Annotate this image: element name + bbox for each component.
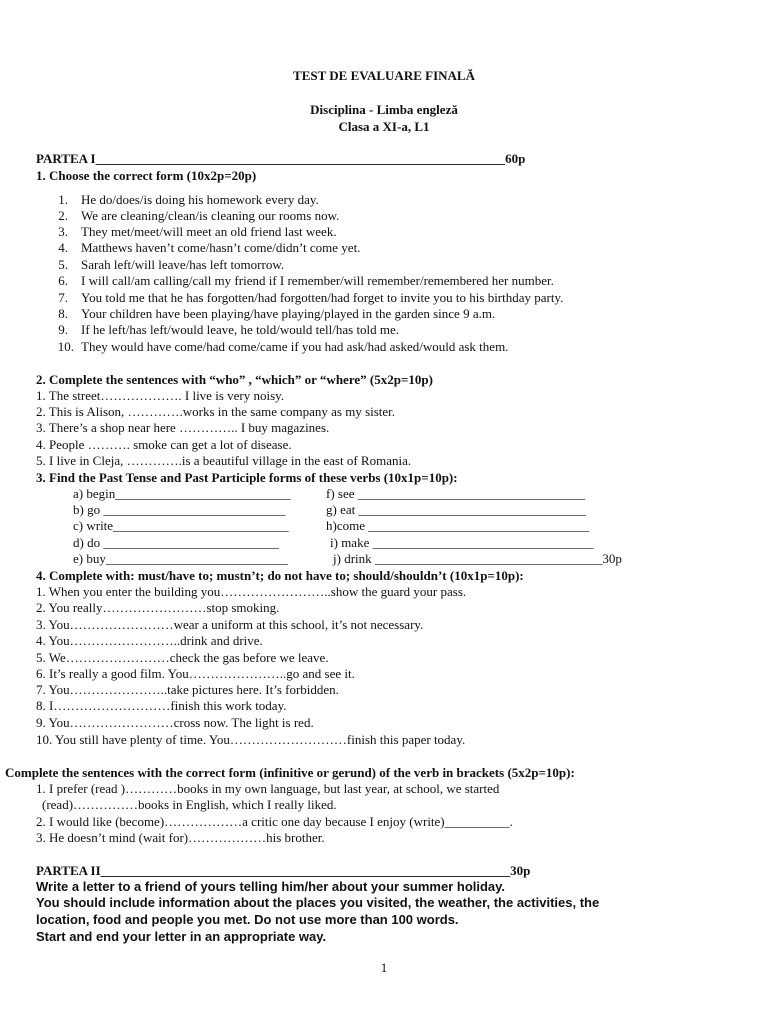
ex3-verb-right: g) eat ___________________________________ [326, 502, 586, 517]
ex4-item: 2. You really……………………stop smoking. [36, 600, 280, 615]
part1-heading: PARTEA I_______________________________________________________________60p [36, 151, 526, 166]
ex1-item-text: He do/does/is doing his homework every day. [81, 192, 319, 207]
ex4-item: 3. You……………………wear a uniform at this school, it’s not necessary. [36, 617, 424, 632]
ex1-item-text: You told me that he has forgotten/had forgotten/had forget to invite you to his birthday party. [81, 290, 564, 305]
ex4-item: 4. You……………………..drink and drive. [36, 633, 263, 648]
ex1-item-text: We are cleaning/clean/is cleaning our rooms now. [81, 208, 340, 223]
ex1-item-number: 8. [58, 306, 68, 321]
ex3-verb-left: e) buy____________________________ [73, 551, 288, 566]
ex1-item-number: 5. [58, 257, 68, 272]
ex1-item-text: They met/meet/will meet an old friend last week. [81, 224, 337, 239]
ex1-item-text: Sarah left/will leave/has left tomorrow. [81, 257, 285, 272]
page-number: 1 [380, 960, 388, 975]
ex4-item: 9. You……………………cross now. The light is red. [36, 715, 314, 730]
part2-instruction: You should include information about the places you visited, the weather, the activities, the [36, 895, 600, 910]
ex1-item-number: 6. [58, 273, 68, 288]
class-label: Clasa a XI-a, L1 [338, 119, 430, 134]
ex3-verb-right: f) see ___________________________________ [326, 486, 586, 501]
ex1-item-number: 1. [58, 192, 68, 207]
ex4-item: 10. You still have plenty of time. You………………………finish this paper today. [36, 732, 466, 747]
ex5-item: 3. He doesn’t mind (wait for)………………his brother. [36, 830, 325, 845]
ex1-item-number: 7. [58, 290, 68, 305]
ex4-item: 5. We……………………check the gas before we leave. [36, 650, 329, 665]
ex3-verb-right: h)come __________________________________ [326, 518, 590, 533]
ex4-item: 8. I………………………finish this work today. [36, 698, 287, 713]
ex2-item: 2. This is Alison, ………….works in the same company as my sister. [36, 404, 396, 419]
ex1-item-number: 2. [58, 208, 68, 223]
ex2-item: 1. The street………………. I live is very noisy. [36, 388, 285, 403]
ex2-item: 5. I live in Cleja, ………….is a beautiful village in the east of Romania. [36, 453, 412, 468]
ex1-item-number: 3. [58, 224, 68, 239]
ex1-item-text: Matthews haven’t come/hasn’t come/didn’t come yet. [81, 240, 361, 255]
discipline-label: Disciplina - Limba engleză [310, 102, 458, 117]
ex1-item-number: 9. [58, 322, 68, 337]
ex1-item-number: 10. [57, 339, 74, 354]
ex3-verb-left: a) begin___________________________ [73, 486, 291, 501]
ex5-title: Complete the sentences with the correct form (infinitive or gerund) of the verb in brackets (5x2p=10p): [5, 765, 575, 780]
ex5-item: 2. I would like (become)………………a critic one day because I enjoy (write)__________. [36, 814, 513, 829]
page-title: TEST DE EVALUARE FINALĂ [293, 68, 475, 83]
ex2-item: 3. There’s a shop near here ………….. I buy magazines. [36, 420, 330, 435]
ex1-item-text: If he left/has left/would leave, he told/would tell/has told me. [81, 322, 400, 337]
ex1-item-text: They would have come/had come/came if you had ask/had asked/would ask them. [81, 339, 509, 354]
ex3-verb-right: j) drink ___________________________________30p [333, 551, 622, 566]
part2-instruction: location, food and people you met. Do not use more than 100 words. [36, 912, 459, 927]
ex5-item: (read)……………books in English, which I really liked. [42, 797, 337, 812]
ex3-verb-right: i) make __________________________________ [330, 535, 594, 550]
ex4-title: 4. Complete with: must/have to; mustn’t; do not have to; should/shouldn’t (10x1p=10p): [36, 568, 524, 583]
part2-heading: PARTEA II_______________________________________________________________30p [36, 863, 531, 878]
ex1-item-text: Your children have been playing/have playing/played in the garden since 9 a.m. [81, 306, 496, 321]
ex2-item: 4. People ………. smoke can get a lot of disease. [36, 437, 292, 452]
ex1-item-text: I will call/am calling/call my friend if I remember/will remember/remembered her number. [81, 273, 554, 288]
ex4-item: 7. You…………………..take pictures here. It’s forbidden. [36, 682, 339, 697]
ex1-title: 1. Choose the correct form (10x2p=20p) [36, 168, 257, 183]
ex4-item: 1. When you enter the building you……………………..show the guard your pass. [36, 584, 467, 599]
ex1-item-number: 4. [58, 240, 68, 255]
ex3-title: 3. Find the Past Tense and Past Participle forms of these verbs (10x1p=10p): [36, 470, 458, 485]
part2-instruction: Write a letter to a friend of yours telling him/her about your summer holiday. [36, 879, 506, 894]
ex5-item: 1. I prefer (read )…………books in my own language, but last year, at school, we started [36, 781, 500, 796]
ex3-verb-left: c) write___________________________ [73, 518, 289, 533]
part2-instruction: Start and end your letter in an appropriate way. [36, 929, 327, 944]
ex3-verb-left: b) go ____________________________ [73, 502, 286, 517]
ex3-verb-left: d) do ___________________________ [73, 535, 279, 550]
ex4-item: 6. It’s really a good film. You…………………..go and see it. [36, 666, 355, 681]
ex2-title: 2. Complete the sentences with “who” , “which” or “where” (5x2p=10p) [36, 372, 433, 387]
